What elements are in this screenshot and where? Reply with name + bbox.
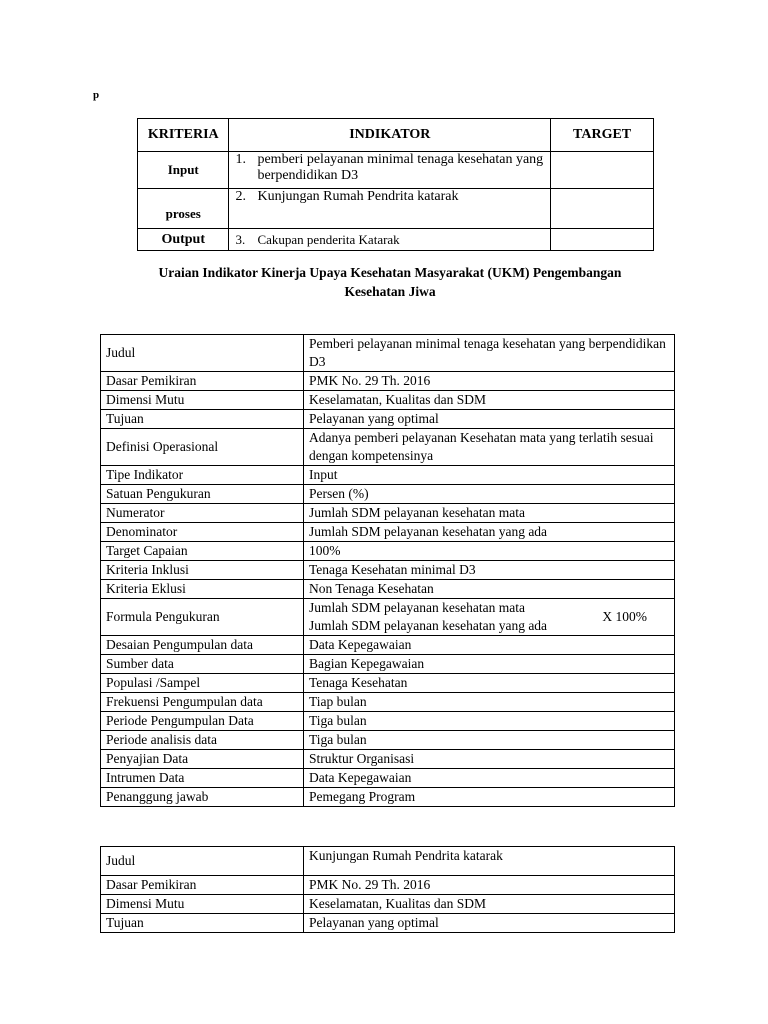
detail-value: Pemegang Program	[304, 788, 675, 807]
detail-value: Tiap bulan	[304, 693, 675, 712]
indicator-cell	[229, 152, 551, 189]
detail-row	[101, 750, 675, 769]
detail-label: Dimensi Mutu	[101, 391, 304, 410]
indicator-cell	[229, 189, 551, 229]
indicator-summary-table	[137, 118, 654, 251]
detail-label: Definisi Operasional	[101, 429, 304, 466]
detail-label: Denominator	[101, 523, 304, 542]
detail-row-formula	[101, 599, 675, 636]
detail-label: Frekuensi Pengumpulan data	[101, 693, 304, 712]
detail-label: Dasar Pemikiran	[101, 372, 304, 391]
detail-row	[101, 580, 675, 599]
detail-value: Non Tenaga Kesehatan	[304, 580, 675, 599]
detail-value: PMK No. 29 Th. 2016	[304, 372, 675, 391]
detail-row	[101, 674, 675, 693]
criteria-cell: Output	[138, 229, 229, 251]
detail-row	[101, 914, 675, 933]
detail-row	[101, 504, 675, 523]
detail-row	[101, 485, 675, 504]
item-number: 1.	[235, 152, 246, 167]
item-number: 3.	[235, 231, 246, 247]
criteria-cell: Input	[138, 152, 229, 189]
detail-label: Tipe Indikator	[101, 466, 304, 485]
detail-value: Tiga bulan	[304, 731, 675, 750]
detail-row	[101, 847, 675, 876]
detail-value: Pelayanan yang optimal	[304, 914, 675, 933]
indicator-text: Cakupan penderita Katarak	[257, 231, 400, 247]
formula-multiplier: X 100%	[602, 609, 647, 624]
detail-value: Tenaga Kesehatan	[304, 674, 675, 693]
detail-value: Input	[304, 466, 675, 485]
detail-row	[101, 561, 675, 580]
detail-label: Target Capaian	[101, 542, 304, 561]
detail-value: Keselamatan, Kualitas dan SDM	[304, 391, 675, 410]
detail-value: Tenaga Kesehatan minimal D3	[304, 561, 675, 580]
header-target: TARGET	[551, 119, 654, 152]
detail-label: Dimensi Mutu	[101, 895, 304, 914]
detail-label: Numerator	[101, 504, 304, 523]
detail-row	[101, 636, 675, 655]
detail-value: Tiga bulan	[304, 712, 675, 731]
detail-label: Populasi /Sampel	[101, 674, 304, 693]
item-number: 2.	[235, 189, 246, 204]
detail-label: Intrumen Data	[101, 769, 304, 788]
detail-value: Data Kepegawaian	[304, 636, 675, 655]
detail-label: Formula Pengukuran	[101, 599, 304, 636]
detail-value: Persen (%)	[304, 485, 675, 504]
detail-value: Pemberi pelayanan minimal tenaga kesehatan yang berpendidikan D3	[304, 335, 675, 372]
header-indikator: INDIKATOR	[229, 119, 551, 152]
indicator-text: pemberi pelayanan minimal tenaga kesehatan yang berpendidikan D3	[257, 152, 544, 183]
detail-row	[101, 429, 675, 466]
detail-value: PMK No. 29 Th. 2016	[304, 876, 675, 895]
detail-value: Pelayanan yang optimal	[304, 410, 675, 429]
summary-row-input	[138, 152, 654, 189]
indicator-text: Kunjungan Rumah Pendrita katarak	[257, 189, 459, 204]
detail-row	[101, 391, 675, 410]
detail-row	[101, 876, 675, 895]
detail-value: 100%	[304, 542, 675, 561]
detail-row	[101, 731, 675, 750]
detail-value: Struktur Organisasi	[304, 750, 675, 769]
detail-row	[101, 655, 675, 674]
detail-row	[101, 788, 675, 807]
indicator-detail-table-2	[100, 846, 675, 933]
detail-row	[101, 466, 675, 485]
detail-label: Sumber data	[101, 655, 304, 674]
summary-header-row	[138, 119, 654, 152]
detail-label: Judul	[101, 335, 304, 372]
target-cell	[551, 189, 654, 229]
detail-label: Tujuan	[101, 914, 304, 933]
detail-row	[101, 895, 675, 914]
detail-row	[101, 372, 675, 391]
page-mark: p	[93, 89, 100, 101]
detail-label: Tujuan	[101, 410, 304, 429]
formula-denominator: Jumlah SDM pelayanan kesehatan yang ada	[309, 618, 548, 633]
detail-row	[101, 523, 675, 542]
detail-label: Penanggung jawab	[101, 788, 304, 807]
detail-label: Satuan Pengukuran	[101, 485, 304, 504]
detail-value: Data Kepegawaian	[304, 769, 675, 788]
formula-fraction	[309, 599, 547, 635]
summary-row-output	[138, 229, 654, 251]
detail-value: Jumlah SDM pelayanan kesehatan yang ada	[304, 523, 675, 542]
header-kriteria: KRITERIA	[138, 119, 229, 152]
target-cell	[551, 229, 654, 251]
detail-row	[101, 769, 675, 788]
detail-row	[101, 335, 675, 372]
detail-label: Dasar Pemikiran	[101, 876, 304, 895]
formula-cell	[304, 599, 675, 636]
detail-row	[101, 410, 675, 429]
detail-value: Keselamatan, Kualitas dan SDM	[304, 895, 675, 914]
indicator-cell	[229, 229, 551, 251]
summary-row-proses	[138, 189, 654, 229]
detail-label: Desaian Pengumpulan data	[101, 636, 304, 655]
detail-label: Periode analisis data	[101, 731, 304, 750]
detail-label: Kriteria Eklusi	[101, 580, 304, 599]
detail-value: Jumlah SDM pelayanan kesehatan mata	[304, 504, 675, 523]
detail-label: Penyajian Data	[101, 750, 304, 769]
target-cell	[551, 152, 654, 189]
detail-label: Periode Pengumpulan Data	[101, 712, 304, 731]
section-heading: Uraian Indikator Kinerja Upaya Kesehatan Masyarakat (UKM) Pengembangan Kesehatan Jiwa	[158, 265, 622, 299]
criteria-cell: proses	[138, 189, 229, 229]
indicator-detail-table-1	[100, 334, 675, 807]
detail-row	[101, 542, 675, 561]
detail-row	[101, 712, 675, 731]
detail-label: Judul	[101, 847, 304, 876]
detail-row	[101, 693, 675, 712]
detail-value: Bagian Kepegawaian	[304, 655, 675, 674]
detail-value: Kunjungan Rumah Pendrita katarak	[304, 847, 675, 876]
detail-label: Kriteria Inklusi	[101, 561, 304, 580]
formula-numerator: Jumlah SDM pelayanan kesehatan mata	[309, 600, 525, 615]
detail-value: Adanya pemberi pelayanan Kesehatan mata yang terlatih sesuai dengan kompetensinya	[304, 429, 675, 466]
